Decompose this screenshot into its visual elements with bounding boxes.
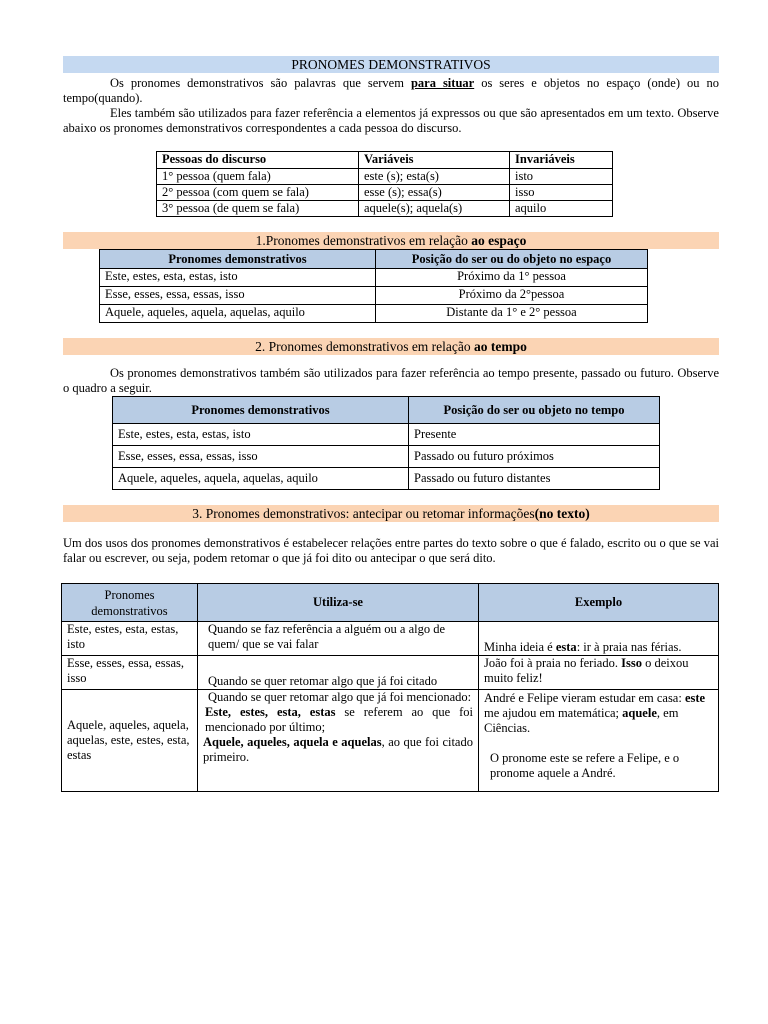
table-header-row bbox=[113, 397, 660, 424]
example-emphasis: aquele bbox=[622, 706, 657, 720]
table-row bbox=[157, 185, 613, 201]
section-1-heading bbox=[63, 232, 719, 249]
table-cell: aquilo bbox=[510, 201, 613, 217]
section-2-paragraph bbox=[63, 366, 719, 396]
table-cell: Próximo da 1° pessoa bbox=[376, 269, 648, 287]
example-text-end: , em Ciências. bbox=[484, 706, 679, 735]
page-title: PRONOMES DEMONSTRATIVOS bbox=[63, 56, 719, 73]
table-cell: Quando se quer retomar algo que já foi citado bbox=[198, 656, 479, 690]
usage-text-end: , ao que foi citado primeiro. bbox=[203, 735, 473, 764]
table-row bbox=[157, 201, 613, 217]
example-text: Minha ideia é bbox=[484, 640, 556, 654]
usage-cell bbox=[198, 690, 479, 792]
table-cell: Aquele, aqueles, aquela, aquelas, este, estes, esta, estas bbox=[62, 690, 198, 792]
section-3-paragraph bbox=[63, 536, 719, 566]
example-text-cont: o deixou muito feliz! bbox=[484, 656, 689, 685]
section-heading-text: 1.Pronomes demonstrativos em relação bbox=[255, 233, 472, 248]
section-heading-text: 3. Pronomes demonstrativos: antecipar ou retomar informações bbox=[192, 506, 535, 521]
table-cell: aquele(s); aquela(s) bbox=[359, 201, 510, 217]
table-cell: esse (s); essa(s) bbox=[359, 185, 510, 201]
table-header: Pronomes demonstrativos bbox=[113, 397, 409, 424]
example-note: O pronome este se refere a Felipe, e o pronome aquele a André. bbox=[490, 751, 680, 780]
intro-paragraph-1 bbox=[63, 76, 719, 106]
table-cell: Este, estes, esta, estas, isto bbox=[113, 424, 409, 446]
example-cell bbox=[479, 690, 719, 792]
table-header: Posição do ser ou do objeto no espaço bbox=[376, 250, 648, 269]
usage-text: Quando se quer retomar algo que já foi mencionado: bbox=[208, 690, 472, 704]
table-row bbox=[62, 690, 719, 792]
example-cell bbox=[479, 622, 719, 656]
example-cell bbox=[479, 656, 719, 690]
table-header-row bbox=[62, 584, 719, 622]
table-row bbox=[113, 424, 660, 446]
usage-emphasis: Aquele, aqueles, aquela e aquelas bbox=[203, 735, 382, 749]
intro-text-2: Eles também são utilizados para fazer referência a elementos já expressos ou que são apresentados em um texto. Observe abaixo os pronomes demonstrativos correspondentes a cada pessoa do discurso. bbox=[63, 106, 719, 135]
usage-emphasis: Este, estes, esta, estas bbox=[205, 705, 336, 719]
example-emphasis: Isso bbox=[621, 656, 642, 670]
example-emphasis: este bbox=[684, 691, 706, 705]
table-row bbox=[62, 622, 719, 656]
table-header: Exemplo bbox=[479, 584, 719, 622]
persons-table bbox=[156, 151, 613, 217]
section-heading-text: 2. Pronomes demonstrativos em relação bbox=[255, 339, 475, 354]
table-cell: Próximo da 2°pessoa bbox=[376, 287, 648, 305]
usage-text-cont: se referem ao que foi mencionado por último; bbox=[205, 705, 474, 734]
section-3-heading bbox=[63, 505, 719, 522]
table-cell: 2° pessoa (com quem se fala) bbox=[157, 185, 359, 201]
table-row bbox=[113, 446, 660, 468]
table-cell: isto bbox=[510, 169, 613, 185]
table-cell: Passado ou futuro distantes bbox=[409, 468, 660, 490]
table-header: Pronomes demonstrativos bbox=[100, 250, 376, 269]
section-3-text: Um dos usos dos pronomes demonstrativos é estabelecer relações entre partes do texto sobre o que é falado, escrito ou o que se vai falar ou escrever, ou seja, podem retomar o que já foi dito ou antecipar o que será dito. bbox=[63, 536, 719, 565]
table-cell: Esse, esses, essa, essas, isso bbox=[100, 287, 376, 305]
text-reference-table bbox=[61, 583, 719, 792]
table-row bbox=[100, 287, 648, 305]
table-header: Utiliza-se bbox=[198, 584, 479, 622]
table-header: Invariáveis bbox=[510, 152, 613, 169]
table-header: Pessoas do discurso bbox=[157, 152, 359, 169]
space-table bbox=[99, 249, 648, 323]
table-cell: Aquele, aqueles, aquela, aquelas, aquilo bbox=[113, 468, 409, 490]
table-cell: Distante da 1° e 2° pessoa bbox=[376, 305, 648, 323]
table-cell: este (s); esta(s) bbox=[359, 169, 510, 185]
example-emphasis: esta bbox=[555, 640, 577, 654]
table-row bbox=[157, 169, 613, 185]
section-2-heading bbox=[63, 338, 719, 355]
table-header: Pronomes demonstrativos bbox=[62, 584, 198, 622]
table-row bbox=[100, 269, 648, 287]
table-cell: 1° pessoa (quem fala) bbox=[157, 169, 359, 185]
table-header-row bbox=[100, 250, 648, 269]
section-heading-emphasis: ao tempo bbox=[474, 339, 527, 354]
table-row bbox=[113, 468, 660, 490]
table-cell: Aquele, aqueles, aquela, aquelas, aquilo bbox=[100, 305, 376, 323]
section-2-text: Os pronomes demonstrativos também são utilizados para fazer referência ao tempo presente, passado ou futuro. Observe o quadro a seguir. bbox=[63, 366, 719, 395]
intro-text: Os pronomes demonstrativos são palavras que servem bbox=[110, 76, 411, 90]
example-text-cont: : ir à praia nas férias. bbox=[576, 640, 682, 654]
table-header: Variáveis bbox=[359, 152, 510, 169]
table-cell: Esse, esses, essa, essas, isso bbox=[113, 446, 409, 468]
table-cell: Passado ou futuro próximos bbox=[409, 446, 660, 468]
table-cell: Este, estes, esta, estas, isto bbox=[100, 269, 376, 287]
time-table bbox=[112, 396, 660, 490]
section-heading-emphasis: (no texto) bbox=[534, 506, 590, 521]
table-cell: 3° pessoa (de quem se fala) bbox=[157, 201, 359, 217]
table-cell: Presente bbox=[409, 424, 660, 446]
table-row bbox=[62, 656, 719, 690]
intro-text-cont: os seres e objetos no espaço (onde) ou no tempo(quando). bbox=[63, 76, 719, 105]
example-text: João foi à praia no feriado. bbox=[484, 656, 622, 670]
table-cell: Esse, esses, essa, essas, isso bbox=[62, 656, 198, 690]
intro-emphasis: para situar bbox=[410, 76, 475, 90]
table-cell: Quando se faz referência a alguém ou a algo de quem/ que se vai falar bbox=[198, 622, 479, 656]
table-cell: Este, estes, esta, estas, isto bbox=[62, 622, 198, 656]
table-row bbox=[100, 305, 648, 323]
section-heading-emphasis: ao espaço bbox=[471, 233, 527, 248]
example-text-cont: me ajudou em matemática; bbox=[484, 706, 623, 720]
table-header: Posição do ser ou objeto no tempo bbox=[409, 397, 660, 424]
table-header-row bbox=[157, 152, 613, 169]
intro-paragraph-2 bbox=[63, 106, 719, 136]
example-text: André e Felipe vieram estudar em casa: bbox=[484, 691, 685, 705]
table-cell: isso bbox=[510, 185, 613, 201]
